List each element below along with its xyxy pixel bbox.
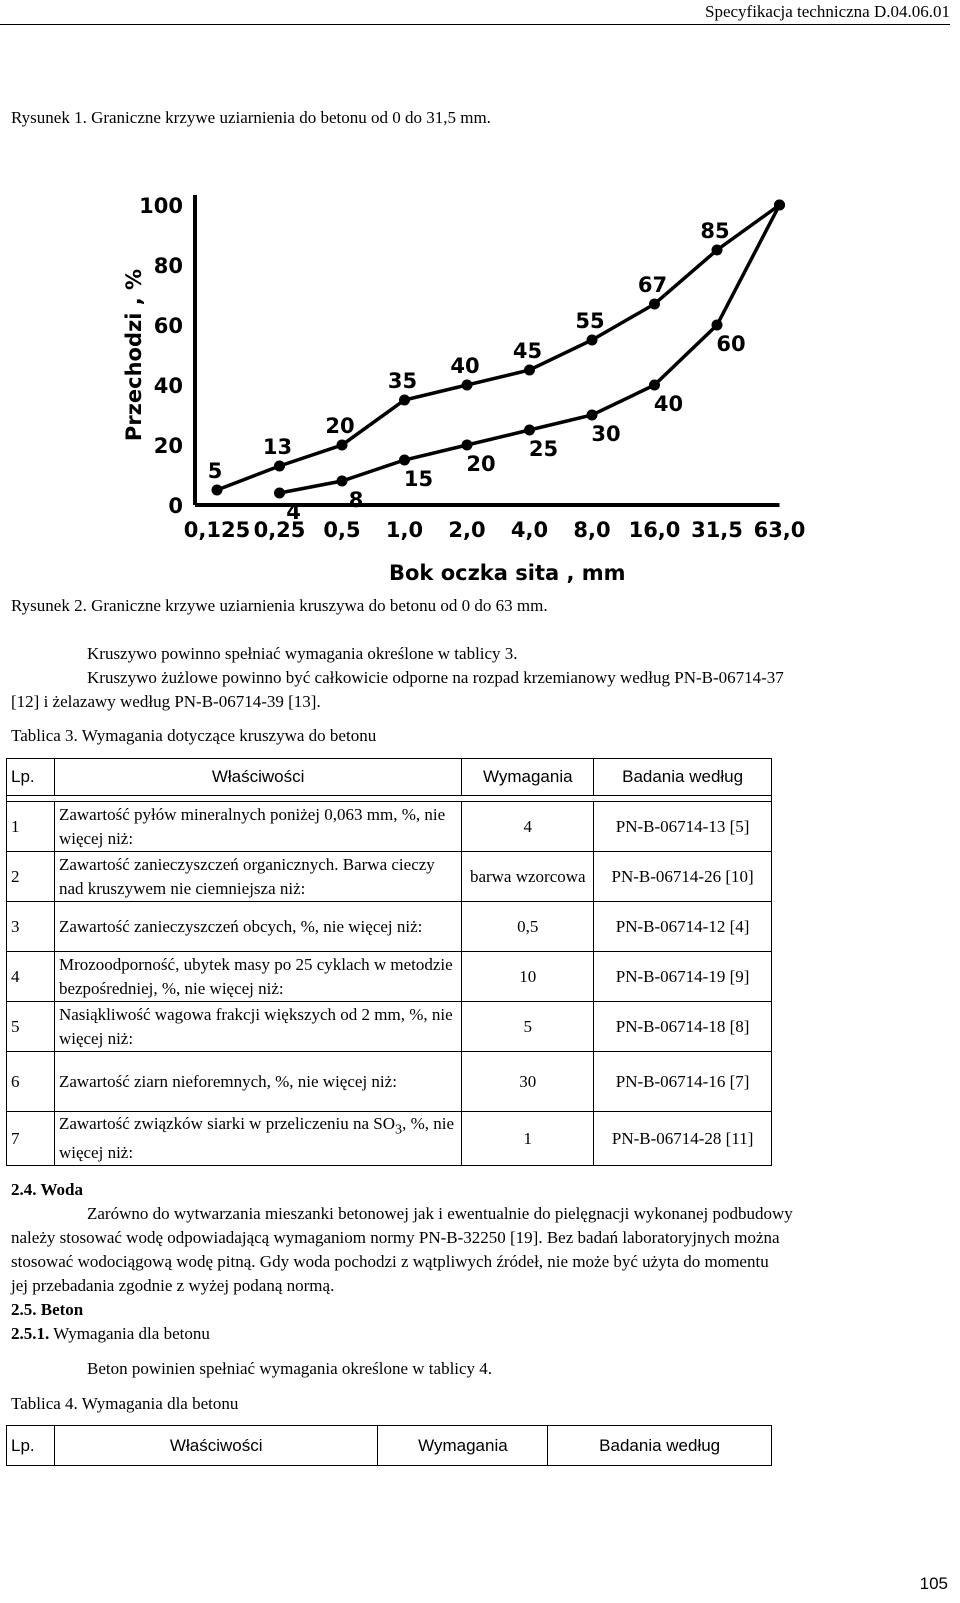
row-test-standard: PN-B-06714-19 [9]	[594, 952, 772, 1002]
x-tick-label: 8,0	[573, 518, 611, 542]
table3-header-tests: Badania według	[594, 759, 772, 796]
row-property: Zawartość zanieczyszczeń organicznych. Barwa cieczy nad kruszywem nie ciemniejsza niż:	[54, 852, 461, 902]
water-line-1: Zarówno do wytwarzania mieszanki betonowej jak i ewentualnie do pielęgnacji wykonanej podbudowy	[87, 1204, 793, 1223]
data-point	[399, 395, 410, 406]
data-label: 45	[512, 339, 543, 363]
table4-header-tests: Badania według	[548, 1426, 772, 1466]
row-requirement: 10	[462, 952, 594, 1002]
x-tick-label: 31,5	[691, 518, 743, 542]
table-row	[7, 1112, 772, 1166]
row-property: Zawartość zanieczyszczeń obcych, %, nie więcej niż:	[54, 902, 461, 952]
y-tick-label: 20	[153, 434, 183, 458]
data-label: 30	[591, 422, 621, 446]
y-axis-label: Przechodzi , %	[122, 268, 146, 442]
data-point	[274, 461, 285, 472]
row-test-standard: PN-B-06714-26 [10]	[594, 852, 772, 902]
row-requirement: barwa wzorcowa	[462, 852, 594, 902]
section-2-5-heading: 2.5. Beton	[11, 1300, 84, 1319]
table-row	[7, 902, 772, 952]
x-axis-label: Bok oczka sita , mm	[388, 561, 626, 585]
x-tick-label: 0,5	[323, 518, 361, 542]
table-row	[7, 952, 772, 1002]
row-requirement: 4	[462, 802, 594, 852]
data-label: 13	[262, 435, 293, 459]
beton-paragraph: Beton powinien spełniać wymagania określone w tablicy 4.	[87, 1359, 493, 1378]
x-tick-label: 1,0	[385, 518, 424, 542]
data-point	[212, 485, 223, 496]
para-2-line-1: Kruszywo żużlowe powinno być całkowicie odporne na rozpad krzemianowy według PN-B-06714-37	[87, 668, 784, 687]
x-tick-label: 63,0	[753, 518, 806, 542]
table3-header-requirements: Wymagania	[462, 759, 594, 796]
data-label: 35	[387, 369, 418, 393]
data-label: 20	[466, 452, 496, 476]
table3-header-properties: Właściwości	[54, 759, 461, 796]
table-3	[6, 758, 772, 1166]
data-label: 15	[403, 467, 434, 491]
data-point	[587, 335, 598, 346]
table-row	[7, 802, 772, 852]
row-test-standard: PN-B-06714-28 [11]	[594, 1112, 772, 1166]
row-test-standard: PN-B-06714-16 [7]	[594, 1052, 772, 1112]
para-1: Kruszywo powinno spełniać wymagania określone w tablicy 3.	[87, 644, 518, 663]
row-lp: 1	[7, 802, 55, 852]
data-point	[274, 488, 285, 499]
data-point	[712, 245, 723, 256]
data-label: 60	[716, 332, 746, 356]
data-point	[462, 380, 473, 391]
row-requirement: 0,5	[462, 902, 594, 952]
grading-chart-svg	[105, 185, 865, 595]
data-point	[649, 380, 660, 391]
figure1-caption: Rysunek 1. Graniczne krzywe uziarnienia do betonu od 0 do 31,5 mm.	[11, 108, 491, 127]
row-requirement: 30	[462, 1052, 594, 1112]
data-label: 55	[575, 309, 605, 333]
data-point	[462, 440, 473, 451]
row-lp: 2	[7, 852, 55, 902]
section-2-5-1-heading: 2.5.1. Wymagania dla betonu	[11, 1324, 210, 1343]
data-point	[337, 440, 348, 451]
table4-caption: Tablica 4. Wymagania dla betonu	[11, 1394, 239, 1413]
data-point	[524, 425, 535, 436]
para-2-line-2: [12] i żelazawy według PN-B-06714-39 [13].	[11, 692, 321, 711]
y-tick-label: 80	[153, 254, 183, 278]
row-property: Zawartość pyłów mineralnych poniżej 0,063 mm, %, nie więcej niż:	[54, 802, 461, 852]
table4-header-lp: Lp.	[7, 1426, 55, 1466]
figure2-caption: Rysunek 2. Graniczne krzywe uziarnienia kruszywa do betonu od 0 do 63 mm.	[11, 596, 548, 615]
row-property: Zawartość ziarn nieforemnych, %, nie więcej niż:	[54, 1052, 461, 1112]
section-2-4-heading: 2.4. Woda	[11, 1180, 83, 1199]
table-row	[7, 1002, 772, 1052]
table4-header-row	[7, 1426, 772, 1466]
data-point	[587, 410, 598, 421]
row-test-standard: PN-B-06714-12 [4]	[594, 902, 772, 952]
data-point	[337, 476, 348, 487]
data-label: 40	[653, 392, 684, 416]
y-tick-label: 40	[153, 374, 183, 398]
table-row	[7, 852, 772, 902]
table3-header-lp: Lp.	[7, 759, 55, 796]
header-title: Specyfikacja techniczna D.04.06.01	[705, 2, 950, 21]
water-line-3: stosować wodociągową wodę pitną. Gdy woda pochodzi z wątpliwych źródeł, nie może być użyta do momentu	[11, 1252, 769, 1271]
x-tick-label: 0,25	[253, 518, 306, 542]
x-tick-label: 4,0	[510, 518, 549, 542]
row-lp: 7	[7, 1112, 55, 1166]
row-lp: 5	[7, 1002, 55, 1052]
data-label: 67	[637, 273, 668, 297]
grading-chart	[105, 185, 865, 595]
table3-header-row	[7, 759, 772, 796]
data-point	[399, 455, 410, 466]
data-point	[524, 365, 535, 376]
row-property: Mrozoodporność, ubytek masy po 25 cyklach w metodzie bezpośredniej, %, nie więcej niż:	[54, 952, 461, 1002]
data-label: 25	[528, 437, 559, 461]
data-label: 5	[207, 459, 223, 483]
row-test-standard: PN-B-06714-13 [5]	[594, 802, 772, 852]
table3-caption: Tablica 3. Wymagania dotyczące kruszywa do betonu	[11, 726, 377, 745]
row-lp: 4	[7, 952, 55, 1002]
data-point	[712, 320, 723, 331]
row-test-standard: PN-B-06714-18 [8]	[594, 1002, 772, 1052]
data-label: 40	[450, 354, 480, 378]
page-header	[0, 2, 950, 25]
row-lp: 6	[7, 1052, 55, 1112]
x-tick-label: 16,0	[628, 518, 681, 542]
table4-header-requirements: Wymagania	[378, 1426, 548, 1466]
table4-header-properties: Właściwości	[54, 1426, 378, 1466]
y-tick-label: 60	[153, 314, 183, 338]
data-label: 4	[286, 500, 301, 524]
row-lp: 3	[7, 902, 55, 952]
data-label: 8	[348, 488, 364, 512]
table-row	[7, 1052, 772, 1112]
y-tick-label: 0	[168, 494, 183, 518]
data-point	[649, 299, 660, 310]
row-requirement: 1	[462, 1112, 594, 1166]
row-property: Nasiąkliwość wagowa frakcji większych od 2 mm, %, nie więcej niż:	[54, 1002, 461, 1052]
water-line-4: jej przebadania zgodnie z wyżej podaną normą.	[11, 1276, 335, 1295]
table-4	[6, 1425, 772, 1466]
row-requirement: 5	[462, 1002, 594, 1052]
data-label: 20	[325, 414, 355, 438]
x-tick-label: 2,0	[448, 518, 486, 542]
row-property: Zawartość związków siarki w przeliczeniu na $SO_3$, %, nie więcej niż:	[54, 1112, 461, 1166]
x-tick-label: 0,125	[183, 518, 251, 542]
y-tick-label: 100	[139, 194, 183, 218]
page-number: 105	[919, 1574, 948, 1593]
water-line-2: należy stosować wodę odpowiadającą wymaganiom normy PN-B-32250 [19]. Bez badań laboratoryjnych można	[11, 1228, 780, 1247]
data-label: 85	[700, 219, 730, 243]
data-point	[774, 200, 785, 211]
